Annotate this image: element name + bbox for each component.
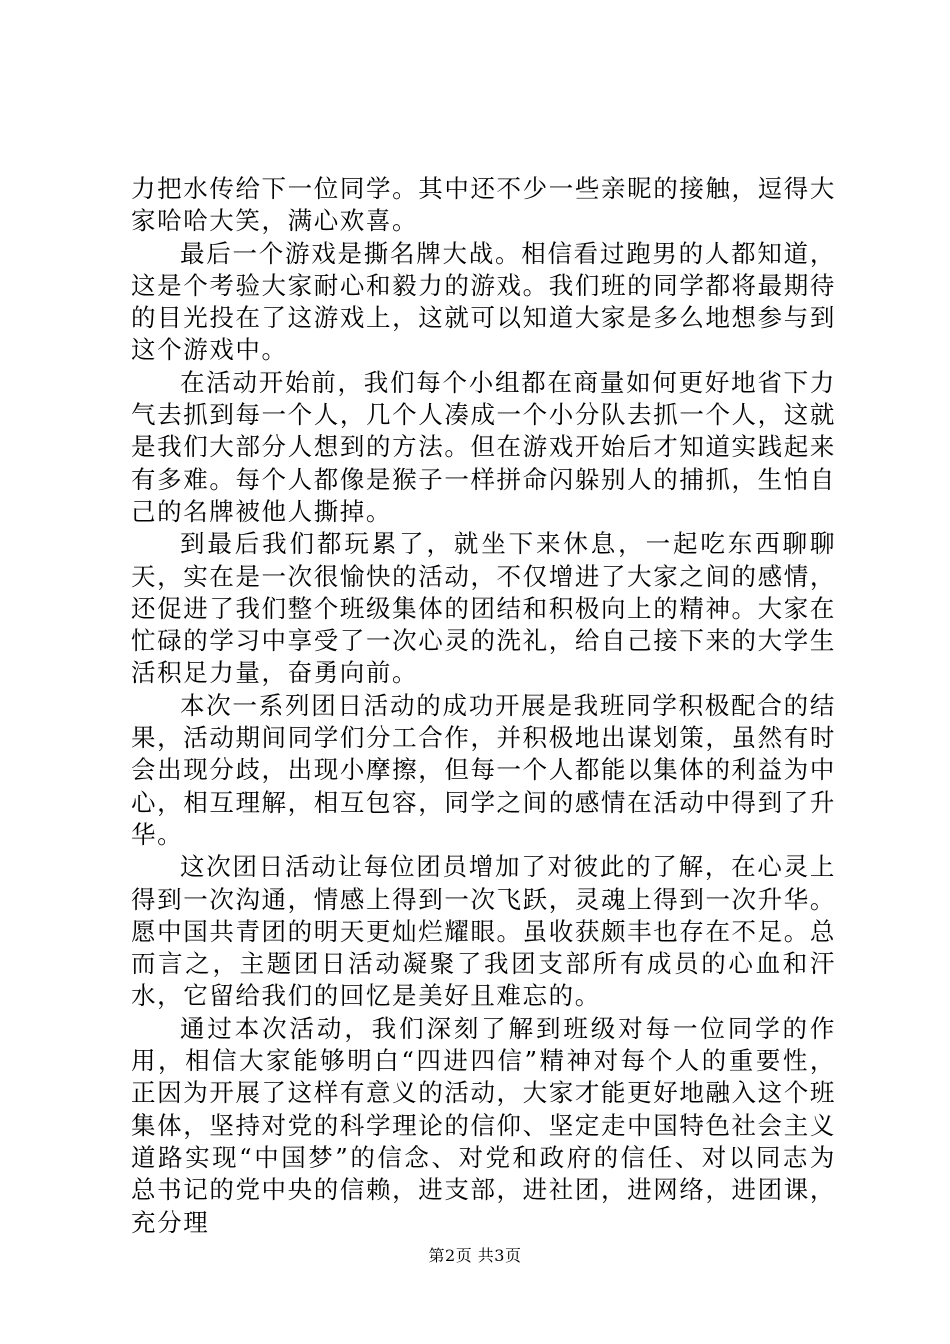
page-number-footer: 第2页 共3页 <box>428 1246 522 1265</box>
paragraph-continuation: 力把水传给下一位同学。其中还不少一些亲昵的接触，逗得大家哈哈大笑，满心欢喜。 <box>131 174 836 236</box>
paragraph-success: 本次一系列团日活动的成功开展是我班同学积极配合的结果，活动期间同学们分工合作，并积极地出谋划策，虽然有时会出现分歧，出现小摩擦，但每一个人都能以集体的利益为中心，相互理解，相互包容，同学之间的感情在活动中得到了升华。 <box>131 690 836 849</box>
paragraph-conclusion: 通过本次活动，我们深刻了解到班级对每一位同学的作用，相信大家能够明白“四进四信”精神对每个人的重要性，正因为开展了这样有意义的活动，大家才能更好地融入这个班集体，坚持对党的科学理论的信仰、坚定走中国特色社会主义道路实现“中国梦”的信念、对党和政府的信任、对以同志为总书记的党中央的信赖，进支部，进社团，进网络，进团课，充分理 <box>131 1013 836 1237</box>
paragraph-name-tag-game: 最后一个游戏是撕名牌大战。相信看过跑男的人都知道，这是个考验大家耐心和毅力的游戏。我们班的同学都将最期待的目光投在了这游戏上，这就可以知道大家是多么地想参与到这个游戏中。 <box>131 238 836 365</box>
paragraph-before-activity: 在活动开始前，我们每个小组都在商量如何更好地省下力气去抓到每一个人，几个人凑成一个小分队去抓一个人，这就是我们大部分人想到的方法。但在游戏开始后才知道实践起来有多难。每个人都像是猴子一样拼命闪躲别人的捕抓，生怕自己的名牌被他人撕掉。 <box>131 367 836 526</box>
document-body <box>131 173 836 1239</box>
paragraph-reflection: 这次团日活动让每位团员增加了对彼此的了解，在心灵上得到一次沟通，情感上得到一次飞跃，灵魂上得到一次升华。愿中国共青团的明天更灿烂耀眼。虽收获颇丰也存在不足。总而言之，主题团日活动凝聚了我团支部所有成员的心血和汗水，它留给我们的回忆是美好且难忘的。 <box>131 852 836 1011</box>
paragraph-rest: 到最后我们都玩累了，就坐下来休息，一起吃东西聊聊天，实在是一次很愉快的活动，不仅增进了大家之间的感情，还促进了我们整个班级集体的团结和积极向上的精神。大家在忙碌的学习中享受了一次心灵的洗礼，给自己接下来的大学生活积足力量，奋勇向前。 <box>131 529 836 688</box>
